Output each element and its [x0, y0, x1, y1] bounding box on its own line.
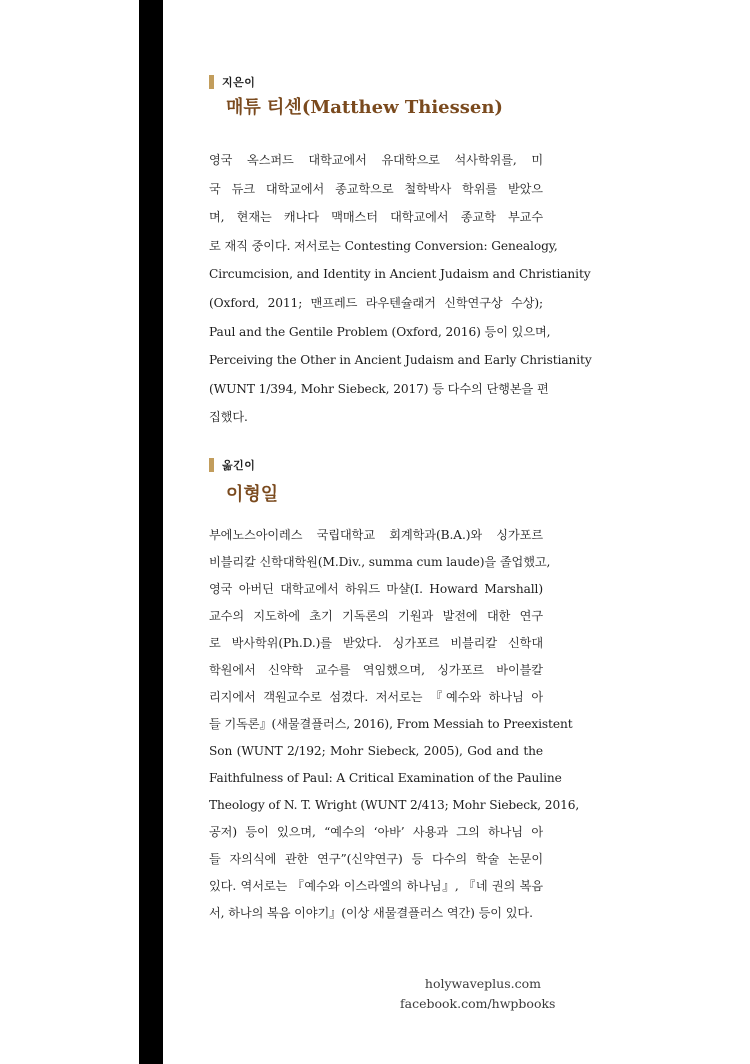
bio-line: Theology of N. T. Wright (WUNT 2/413; Mohr Siebeck, 2016, [209, 798, 580, 812]
translator-name: 이형일 [226, 484, 279, 505]
translator-tag-label: 옮긴이 [222, 459, 256, 472]
author-section-tag [209, 75, 255, 89]
bio-line: 집했다. [209, 410, 248, 425]
bio-line: 들 자의식에 관한 연구”(신약연구) 등 다수의 학술 논문이 [209, 852, 543, 866]
bio-line: 부에노스아이레스 국립대학교 회계학과(B.A.)와 싱가포르 [209, 528, 543, 542]
translator-bio [209, 522, 580, 927]
bio-line: 들 기독론』(새물결플러스, 2016), From Messiah to Preexistent [209, 717, 573, 731]
author-tag-label: 지은이 [222, 76, 256, 89]
bio-line: (Oxford, 2011; 맨프레드 라우텐슐래거 신학연구상 수상); [209, 295, 543, 310]
bio-line: 로 박사학위(Ph.D.)를 받았다. 싱가포르 비블리칼 신학대 [209, 636, 543, 650]
bio-line: 영국 아버딘 대학교에서 하워드 마샬(I. Howard Marshall) [209, 582, 543, 596]
facebook-link[interactable]: facebook.com/hwpbooks [400, 996, 556, 1011]
bio-line: 비블리칼 신학대학원(M.Div., summa cum laude)을 졸업했고, [209, 555, 551, 569]
author-bio [209, 146, 592, 432]
bio-line: Son (WUNT 2/192; Mohr Siebeck, 2005), God and the [209, 744, 543, 758]
website-link[interactable]: holywaveplus.com [424, 976, 541, 991]
bio-line: 공저) 등이 있으며, “예수의 ‘아바’ 사용과 그의 하나님 아 [209, 825, 543, 839]
bio-line: 로 재직 중이다. 저서로는 Contesting Conversion: Genealogy, [209, 238, 558, 253]
bio-line: 학원에서 신약학 교수를 역임했으며, 싱가포르 바이블칼 [209, 663, 543, 677]
bio-line: 있다. 역서로는 『예수와 이스라엘의 하나님』, 『네 권의 복음 [209, 879, 543, 893]
bio-line: 국 듀크 대학교에서 종교학으로 철학박사 학위를 받았으 [209, 181, 543, 196]
bio-line: 서, 하나의 복음 이야기』(이상 새물결플러스 역간) 등이 있다. [209, 906, 533, 920]
bio-line: Faithfulness of Paul: A Critical Examination of the Pauline [209, 771, 562, 785]
bio-line: Paul and the Gentile Problem (Oxford, 2016) 등이 있으며, [209, 324, 551, 339]
bio-line: 영국 옥스퍼드 대학교에서 유대학으로 석사학위를, 미 [209, 153, 543, 167]
tag-marker [209, 75, 214, 89]
black-edge-bar [139, 0, 163, 1064]
bio-line: (WUNT 1/394, Mohr Siebeck, 2017) 등 다수의 단행본을 편 [209, 381, 549, 396]
translator-section-tag [209, 458, 255, 472]
tag-marker [209, 458, 214, 472]
bio-line: 리지에서 객원교수로 섬겼다. 저서로는 『예수와 하나님 아 [209, 690, 543, 704]
bio-line: Circumcision, and Identity in Ancient Judaism and Christianity [209, 267, 591, 282]
bio-line: 며, 현재는 캐나다 맥매스터 대학교에서 종교학 부교수 [209, 210, 543, 225]
bio-line: 교수의 지도하에 초기 기독론의 기원과 발전에 대한 연구 [209, 609, 543, 623]
publisher-footer [400, 974, 556, 1014]
author-name: 매튜 티센(Matthew Thiessen) [226, 97, 503, 118]
bio-line: Perceiving the Other in Ancient Judaism and Early Christianity [209, 353, 592, 368]
